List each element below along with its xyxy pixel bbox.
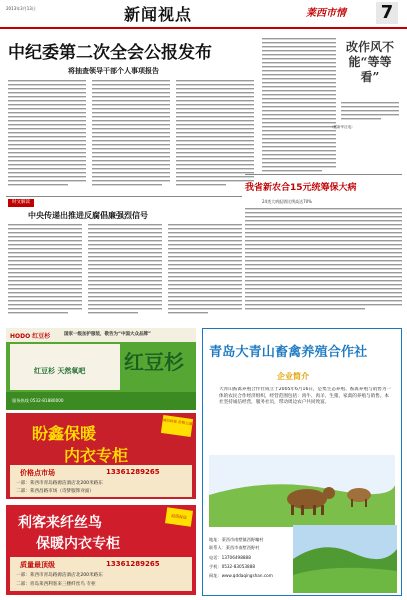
qingdao-contact5[interactable]: 网址：www.qddaqingshan.com (209, 573, 273, 578)
hongdou-calligraphy: 红豆杉 (124, 350, 184, 374)
right-column-text-lines (262, 38, 336, 178)
lishi-title-line2: 保暖内衣专柜 (36, 536, 120, 552)
sidebar-news-headline: 我省新农合15元统筹保大病 (245, 183, 357, 193)
brand-logo: 莱西市情 (306, 8, 346, 19)
sidebar-news-text-lines (245, 208, 402, 320)
sidebar-text-lines (341, 102, 399, 124)
lishi-address2: 二部：青岛莱西利客来三楼纤丝鸟 专柜 (16, 582, 96, 587)
nuanxin-title-line1: 盼鑫保暖 (32, 424, 97, 443)
qingdao-title: 青岛大青山畜禽养殖合作社 (209, 345, 368, 360)
sidebar-news-body (245, 208, 402, 320)
lishi-title-line1: 利客来纤丝鸟 (18, 515, 102, 531)
qingdao-contact1: 地址：莱西市南墅镇西野疃村 (209, 537, 264, 542)
pasture-illustration (209, 455, 395, 527)
main-headline: 中纪委第二次全会公报发布 (8, 43, 212, 63)
nuanxin-subtitle: 价格点市场 (20, 469, 55, 477)
ad-hongdou[interactable] (6, 328, 196, 410)
sidebar-source: （据新华社电） (330, 125, 355, 129)
main-subheadline: 将抽查领导干部个人事项报告 (68, 67, 159, 75)
qingdao-contact3[interactable]: 电话：13706498888 (209, 555, 251, 560)
nuanxin-address2: 二部：莱西昌路市场（诗梦服饰对面） (16, 489, 95, 494)
second-article-text-lines (8, 224, 242, 322)
qingdao-contact4[interactable]: 手机：0532-83053888 (209, 564, 256, 569)
nuanxin-title-line2: 内衣专柜 (64, 446, 129, 465)
hongdou-product-text: 红豆杉 天然氧吧 (34, 367, 86, 375)
ad-nuanxin[interactable] (6, 413, 196, 499)
sidebar-text (341, 102, 399, 124)
section-title: 新闻视点 (124, 5, 193, 24)
right-column-text (262, 38, 336, 178)
qingdao-cattle-photo (209, 455, 395, 527)
hongdou-info-text: 服务热线 0532-81880000 (12, 398, 64, 403)
sidebar-commentary-title: 改作风不能“等等看” (345, 40, 394, 84)
nuanxin-badge-text: 诚信经营 价格公道 (162, 417, 193, 427)
lishi-subtitle: 质量最顶级 (20, 561, 55, 569)
qingdao-section-label: 企业简介 (277, 372, 309, 381)
issue-date: 2013年3月13日 (6, 6, 36, 11)
qingdao-intro: 大青山畜禽养殖合作社成立于2005年6月16日，是集生态养殖、畜禽养殖与销售为一体的农民合作经济组织，经营范围包括：肉牛、肉羊、生猪、家禽的养殖与销售。本社坚持诚信经营，服务社员，带动周边农户共同致富。 (219, 387, 392, 406)
hongdou-logo: HODO 红豆杉 (10, 333, 51, 340)
section-divider (6, 196, 242, 197)
lishi-address1: 一部：莱西市青岛路源洁酒店北200米路东 (16, 573, 103, 578)
qingdao-contact2: 联系人：莱西市南墅西野村 (209, 545, 260, 550)
sidebar-divider (245, 174, 402, 175)
ad-lishi[interactable] (6, 505, 196, 595)
qingdao-hills-photo (293, 525, 397, 593)
article-tag: 时文解读 (8, 199, 34, 207)
second-headline: 中央传递出推进反腐倡廉强烈信号 (28, 211, 148, 220)
ad-qingdao-daqingshan[interactable] (202, 328, 402, 596)
green-hills-image (293, 525, 397, 593)
nuanxin-phone[interactable]: 13361289265 (106, 468, 160, 476)
second-article-body (8, 224, 242, 322)
main-article-body (8, 80, 258, 194)
lishi-phone[interactable]: 13361289265 (106, 560, 160, 568)
lishi-badge (165, 507, 193, 526)
hongdou-banner-text: 国家一级加护服装，敬告为“中国大众品牌” (64, 332, 151, 337)
header-divider (0, 27, 407, 29)
lishi-badge-text: 品质保证 (170, 512, 188, 521)
nuanxin-address1: 一部：莱西市青岛路源洁酒店北200米路东 (16, 481, 103, 486)
page-number: 7 (376, 2, 398, 24)
nuanxin-badge (161, 415, 193, 437)
main-article-text-lines (8, 80, 258, 194)
sidebar-news-subheadline: 24类大病报销比例高达70% (262, 199, 312, 204)
